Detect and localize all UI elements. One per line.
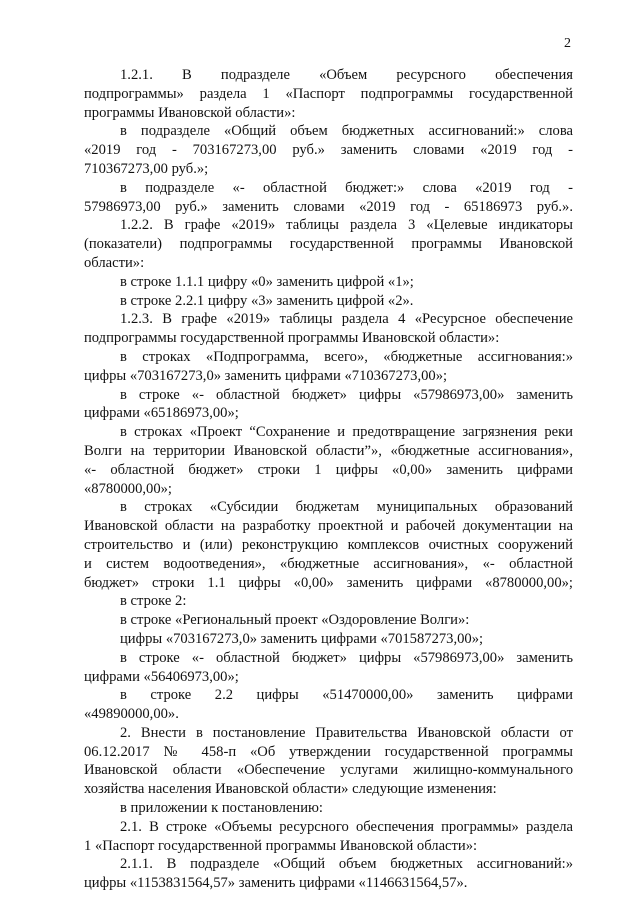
text-line: Волги на территории Ивановской области”», «бюджетные ассигнования»,: [84, 442, 573, 459]
text-line: в строке «- областной бюджет» цифры «57986973,00» заменить: [120, 386, 573, 403]
text-line: в строках «Подпрограмма, всего», «бюджетные ассигнования:»: [120, 348, 573, 365]
text-line: (показатели) подпрограммы государственной программы Ивановской: [84, 236, 573, 253]
text-line: в строке 2.2.1 цифру «3» заменить цифрой «2».: [120, 292, 414, 309]
text-line: «49890000,00».: [84, 706, 179, 723]
text-line: программы Ивановской области»:: [84, 104, 296, 121]
text-line: 1.2.2. В графе «2019» таблицы раздела 3 «Целевые индикаторы: [120, 217, 573, 234]
text-line: в строке 2:: [120, 593, 187, 610]
text-line: подпрограммы государственной программы Ивановской области»:: [84, 330, 500, 347]
text-line: и систем водоотведения», «бюджетные ассигнования», «- областной: [84, 555, 573, 572]
text-line: цифры «703167273,0» заменить цифрами «701587273,00»;: [120, 630, 484, 647]
text-line: в строке 1.1.1 цифру «0» заменить цифрой «1»;: [120, 273, 414, 290]
text-line: в подразделе «- областной бюджет:» слова «2019 год -: [120, 179, 573, 196]
text-line: «8780000,00»;: [84, 480, 172, 497]
text-line: цифры «1153831564,57» заменить цифрами «1146631564,57».: [84, 875, 468, 892]
text-line: 710367273,00 руб.»;: [84, 160, 209, 177]
text-line: подпрограммы» раздела 1 «Паспорт подпрограммы государственной: [84, 85, 573, 102]
text-line: Ивановской области «Обеспечение услугами жилищно-коммунального: [84, 762, 573, 779]
text-line: Ивановской области на разработку проектной и рабочей документации на: [84, 518, 573, 535]
text-line: в строках «Проект “Сохранение и предотвращение загрязнения реки: [120, 424, 573, 441]
text-line: «2019 год - 703167273,00 руб.» заменить словами «2019 год -: [84, 142, 573, 159]
text-line: 57986973,00 руб.» заменить словами «2019 год - 65186973 руб.».: [84, 198, 573, 215]
text-line: цифрами «65186973,00»;: [84, 405, 239, 422]
text-line: цифры «703167273,0» заменить цифрами «710367273,00»;: [84, 367, 448, 384]
text-line: в строке «Региональный проект «Оздоровление Волги»:: [120, 612, 470, 629]
text-line: в строках «Субсидии бюджетам муниципальных образований: [120, 499, 573, 516]
text-line: 1.2.3. В графе «2019» таблицы раздела 4 «Ресурсное обеспечение: [120, 311, 573, 328]
text-line: в строке 2.2 цифры «51470000,00» заменить цифрами: [120, 687, 573, 704]
text-line: 2. Внести в постановление Правительства Ивановской области от: [120, 724, 573, 741]
text-line: в строке «- областной бюджет» цифры «57986973,00» заменить: [120, 649, 573, 666]
text-line: 1.2.1. В подразделе «Объем ресурсного обеспечения: [120, 67, 573, 83]
text-line: бюджет» строки 1.1 цифры «0,00» заменить цифрами «8780000,00»;: [84, 574, 573, 591]
text-line: хозяйства населения Ивановской области» следующие изменения:: [84, 781, 497, 798]
text-line: 2.1. В строке «Объемы ресурсного обеспечения программы» раздела: [120, 818, 573, 835]
page-number: 2: [564, 36, 571, 51]
text-line: 1 «Паспорт государственной программы Ивановской области»:: [84, 837, 478, 854]
text-line: «- областной бюджет» строки 1 цифры «0,00» заменить цифрами: [84, 461, 573, 478]
text-line: области»:: [84, 254, 145, 271]
text-line: цифрами «56406973,00»;: [84, 668, 239, 685]
document-body: [84, 66, 573, 893]
text-line: 06.12.2017 № 458-п «Об утверждении государственной программы: [84, 743, 573, 760]
text-line: 2.1.1. В подразделе «Общий объем бюджетных ассигнований:»: [120, 856, 573, 873]
text-line: строительство и (или) реконструкцию комплексов очистных сооружений: [84, 536, 573, 553]
text-line: в приложении к постановлению:: [120, 800, 323, 817]
text-line: в подразделе «Общий объем бюджетных ассигнований:» слова: [120, 123, 573, 140]
